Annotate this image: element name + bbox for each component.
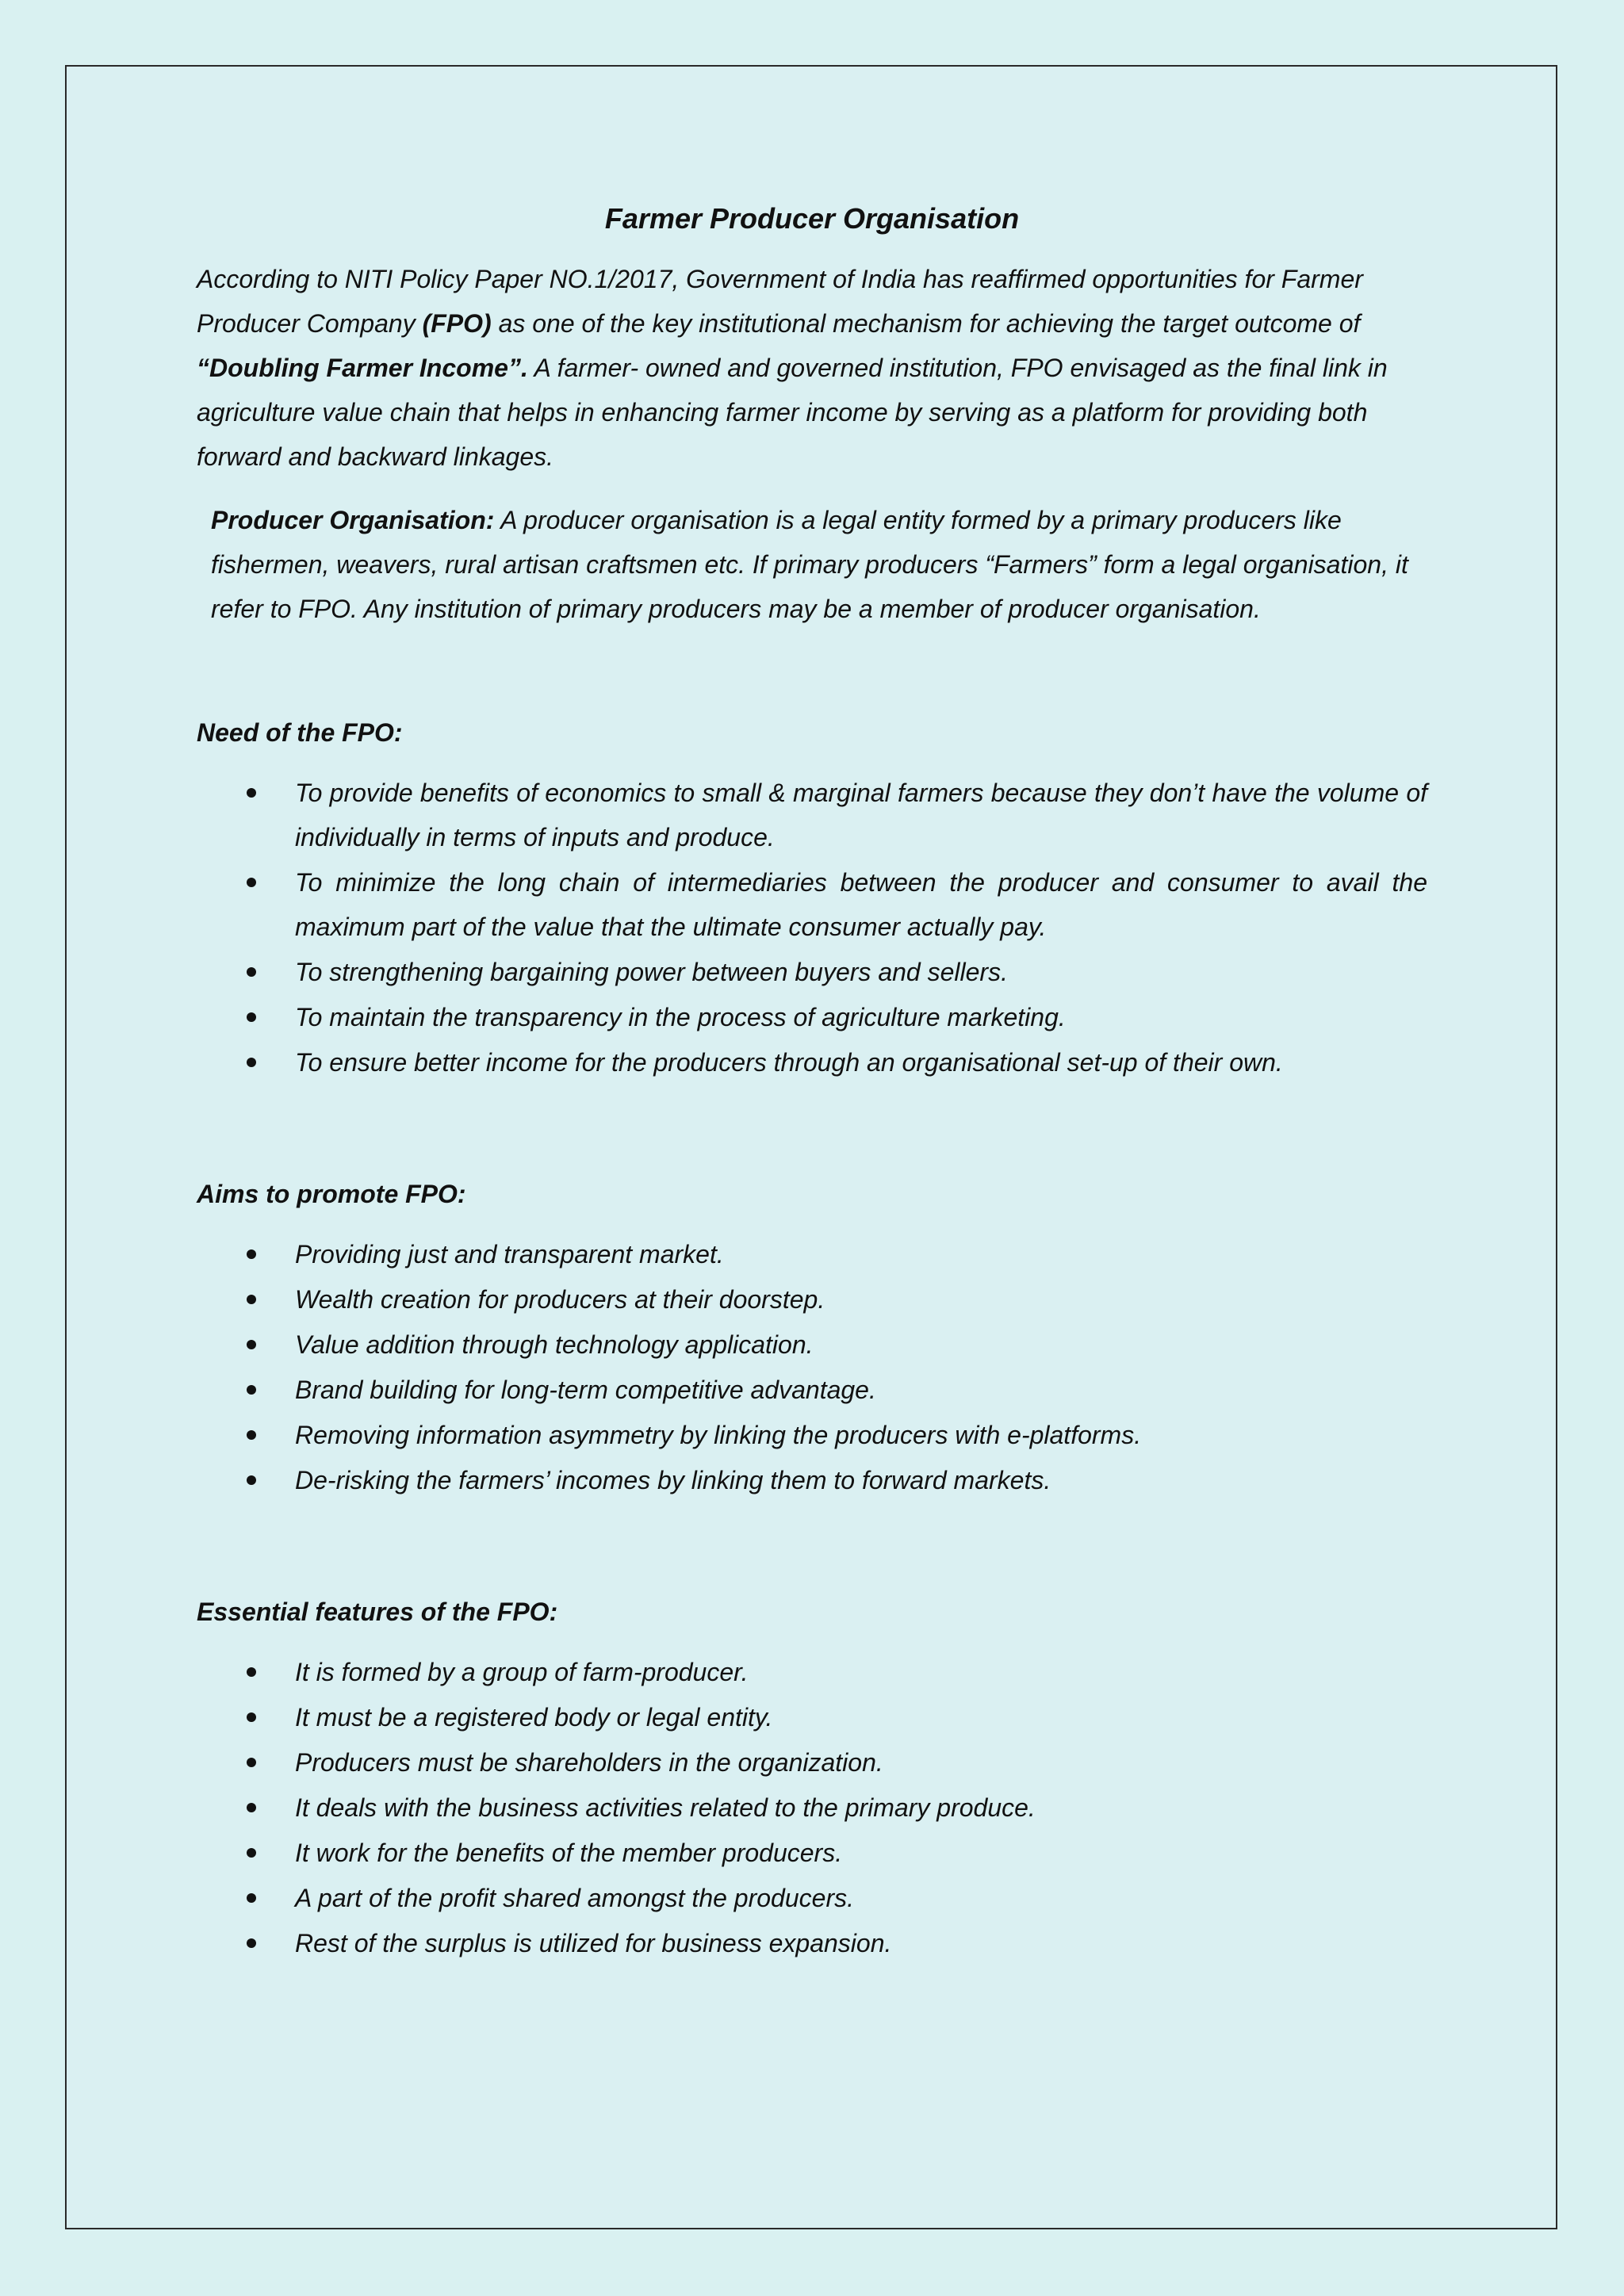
bullet-icon: [247, 1340, 256, 1349]
intro-text-3: A farmer- owned and governed institution, FPO envisaged as the final link in agriculture value chain that helps in enhancing farmer income by serving as a platform for providing both forward and backward linkages.: [197, 354, 1388, 471]
bullet-icon: [247, 788, 256, 798]
list-item: [197, 1413, 1427, 1457]
list-item-text: A part of the profit shared amongst the producers.: [295, 1884, 854, 1912]
list-item-text: To maintain the transparency in the process of agriculture marketing.: [295, 1003, 1066, 1031]
list-item-text: It is formed by a group of farm-producer.: [295, 1658, 749, 1686]
list-item-text: It deals with the business activities related to the primary produce.: [295, 1793, 1036, 1822]
list-item-text: Wealth creation for producers at their doorstep.: [295, 1285, 825, 1314]
list-item-text: To minimize the long chain of intermediaries between the producer and consumer to avail the maximum part of the value that the ultimate consumer actually pay.: [295, 868, 1427, 941]
intro-text-1: According to NITI Policy Paper NO.1/2017, Government of India has reaffirmed opportunities for Farmer Producer Company: [197, 265, 1363, 338]
producer-organisation-label: Producer Organisation:: [211, 506, 495, 534]
list-item: [197, 1040, 1427, 1085]
aims-list: [197, 1232, 1427, 1502]
list-item-text: Providing just and transparent market.: [295, 1240, 724, 1269]
bullet-icon: [247, 878, 256, 887]
bullet-icon: [247, 1295, 256, 1304]
features-heading: Essential features of the FPO:: [197, 1598, 558, 1626]
list-item: [197, 1876, 1427, 1920]
list-item: [197, 1785, 1427, 1830]
list-item-text: Brand building for long-term competitive advantage.: [295, 1376, 876, 1404]
bullet-icon: [247, 1385, 256, 1395]
list-item: [197, 950, 1427, 994]
list-item-text: It work for the benefits of the member producers.: [295, 1839, 843, 1867]
intro-paragraph: [197, 257, 1427, 479]
list-item: [197, 1831, 1427, 1875]
list-item: [197, 995, 1427, 1039]
bullet-icon: [247, 967, 256, 977]
list-item-text: Removing information asymmetry by linking the producers with e-platforms.: [295, 1421, 1142, 1449]
list-item: [197, 860, 1427, 949]
bullet-icon: [247, 1938, 256, 1948]
intro-doubling-bold: “Doubling Farmer Income”.: [197, 354, 528, 382]
bullet-icon: [247, 1012, 256, 1022]
features-list: [197, 1650, 1427, 1965]
list-item: [197, 1232, 1427, 1276]
bullet-icon: [247, 1758, 256, 1767]
bullet-icon: [247, 1667, 256, 1677]
list-item: [197, 1740, 1427, 1785]
bullet-icon: [247, 1475, 256, 1485]
intro-fpo-bold: (FPO): [422, 309, 492, 338]
producer-organisation-paragraph: [197, 498, 1427, 631]
bullet-icon: [247, 1848, 256, 1858]
list-item-text: Rest of the surplus is utilized for business expansion.: [295, 1929, 892, 1957]
bullet-icon: [247, 1712, 256, 1722]
document-body: [197, 181, 1427, 1966]
producer-organisation-text: A producer organisation is a legal entity formed by a primary producers like fishermen, weavers, rural artisan craftsmen etc. If primary producers “Farmers” form a legal organisation, it refer to FPO. Any institution of primary producers may be a member of producer organisation.: [211, 506, 1408, 623]
need-heading: Need of the FPO:: [197, 718, 403, 747]
list-item-text: To ensure better income for the producers through an organisational set-up of their own.: [295, 1048, 1283, 1077]
list-item-text: Producers must be shareholders in the organization.: [295, 1748, 883, 1777]
list-item: [197, 1277, 1427, 1322]
list-item: [197, 1921, 1427, 1965]
list-item-text: De-risking the farmers’ incomes by linking them to forward markets.: [295, 1466, 1051, 1494]
list-item: [197, 1368, 1427, 1412]
document-title: Farmer Producer Organisation: [604, 202, 1020, 235]
list-item: [197, 1695, 1427, 1739]
list-item: [197, 771, 1427, 859]
bullet-icon: [247, 1058, 256, 1067]
list-item-text: Value addition through technology application.: [295, 1330, 814, 1359]
list-item-text: To provide benefits of economics to small & marginal farmers because they don’t have the volume of individually in terms of inputs and produce.: [295, 779, 1427, 851]
list-item: [197, 1322, 1427, 1367]
intro-text-2: as one of the key institutional mechanism for achieving the target outcome of: [491, 309, 1361, 338]
list-item: [197, 1458, 1427, 1502]
aims-heading: Aims to promote FPO:: [197, 1180, 466, 1208]
need-list: [197, 771, 1427, 1085]
bullet-icon: [247, 1893, 256, 1903]
bullet-icon: [247, 1249, 256, 1259]
bullet-icon: [247, 1803, 256, 1812]
list-item-text: It must be a registered body or legal entity.: [295, 1703, 773, 1732]
list-item-text: To strengthening bargaining power between buyers and sellers.: [295, 958, 1008, 986]
list-item: [197, 1650, 1427, 1694]
bullet-icon: [247, 1430, 256, 1440]
